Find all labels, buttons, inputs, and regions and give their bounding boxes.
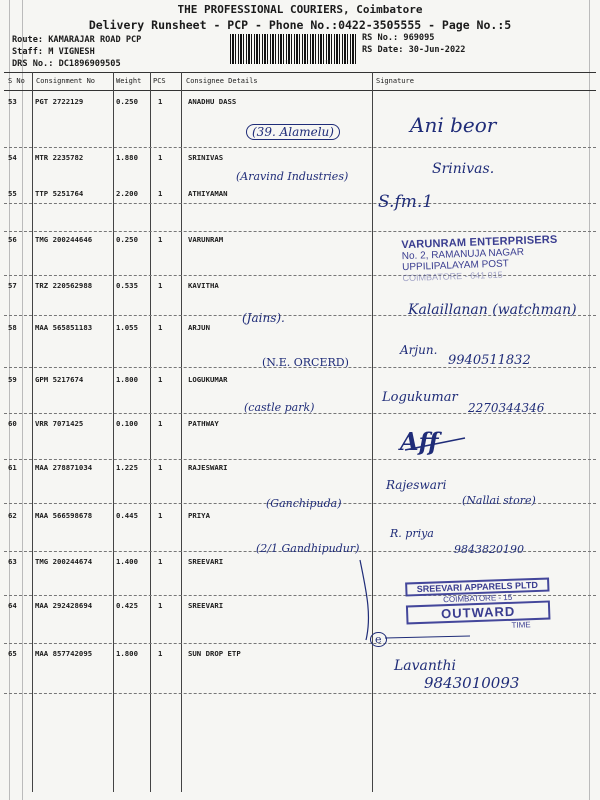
handwritten-address-note: (Aravind Industries) <box>236 170 349 183</box>
row-weight: 0.100 <box>116 419 138 428</box>
row-sno: 62 <box>8 511 17 520</box>
row-pcs: 1 <box>158 557 163 566</box>
row-consignment: PGT 2722129 <box>35 97 84 106</box>
handwritten-signature: Srinivas. <box>432 161 495 177</box>
table-header-border <box>4 90 596 91</box>
handwritten-address-note: (Jains). <box>242 311 285 325</box>
row-weight: 1.880 <box>116 153 138 162</box>
route-label: Route: KAMARAJAR ROAD PCP <box>12 35 142 45</box>
row-consignee: ANADHU DASS <box>188 97 237 106</box>
header-sno: S No <box>8 77 25 85</box>
row-weight: 1.800 <box>116 649 138 658</box>
row-pcs: 1 <box>158 649 163 658</box>
staff-label: Staff: M VIGNESH <box>12 47 95 57</box>
handwritten-address-note: (Ganchipuda) <box>266 497 342 510</box>
stamp-line: TIME <box>511 620 531 630</box>
handwritten-phone: 9843820190 <box>454 543 524 556</box>
handwritten-signature: Arjun. <box>400 343 438 357</box>
handwritten-signature: Kalaillanan (watchman) <box>408 302 577 318</box>
row-consignment: TMG 200244646 <box>35 235 93 244</box>
row-consignee: SREEVARI <box>188 601 224 610</box>
handwritten-signature: S.fm.1 <box>378 192 434 212</box>
row-consignment: MAA 278871034 <box>35 463 93 472</box>
header-signature: Signature <box>376 77 414 85</box>
barcode <box>230 34 356 64</box>
handwritten-signature: R. priya <box>390 527 434 540</box>
row-weight: 2.200 <box>116 189 138 198</box>
row-sno: 60 <box>8 419 17 428</box>
row-pcs: 1 <box>158 281 163 290</box>
handwritten-address-note: (2/1 Gandhipudur) <box>256 542 360 555</box>
row-consignee: SRINIVAS <box>188 153 224 162</box>
stamp-line: OUTWARD <box>406 600 551 624</box>
row-consignment: TRZ 220562988 <box>35 281 93 290</box>
row-sno: 55 <box>8 189 17 198</box>
stamp-line: COIMBATORE - 15 <box>443 592 513 605</box>
handwritten-address-note: (Nallai store) <box>462 494 536 507</box>
row-pcs: 1 <box>158 511 163 520</box>
stamp-line: COIMBATORE - 641 015 <box>402 269 503 284</box>
row-pcs: 1 <box>158 189 163 198</box>
handwritten-phone: 9940511832 <box>448 353 531 368</box>
row-consignment: MAA 566598678 <box>35 511 93 520</box>
row-sno: 56 <box>8 235 17 244</box>
row-weight: 0.250 <box>116 235 138 244</box>
stamp-line: VARUNRAM ENTERPRISERS <box>401 233 558 252</box>
row-consignment: TMG 200244674 <box>35 557 93 566</box>
table-row <box>0 414 600 460</box>
header-consignment: Consignment No <box>36 77 96 85</box>
row-consignment: MAA 857742095 <box>35 649 93 658</box>
handwritten-signature: Ani beor <box>410 113 497 137</box>
row-sno: 64 <box>8 601 17 610</box>
row-pcs: 1 <box>158 97 163 106</box>
row-consignee: ATHIYAMAN <box>188 189 228 198</box>
row-sno: 65 <box>8 649 17 658</box>
row-pcs: 1 <box>158 323 163 332</box>
stamp-line: SREEVARI APPARELS PLTD <box>405 578 549 597</box>
row-consignee: ARJUN <box>188 323 210 332</box>
row-consignee: PRIYA <box>188 511 210 520</box>
row-weight: 0.445 <box>116 511 138 520</box>
row-consignment: GPM 5217674 <box>35 375 84 384</box>
row-pcs: 1 <box>158 463 163 472</box>
handwritten-address-note: (N.E. ORCERD) <box>262 356 349 369</box>
row-consignee: SREEVARI <box>188 557 224 566</box>
handwritten-signature: Lavanthi <box>394 658 457 674</box>
row-pcs: 1 <box>158 601 163 610</box>
row-separator <box>4 693 596 694</box>
row-sno: 58 <box>8 323 17 332</box>
row-pcs: 1 <box>158 375 163 384</box>
handwritten-phone: 2270344346 <box>468 401 545 415</box>
stamp-line: No. 2, RAMANUJA NAGAR <box>401 246 525 263</box>
handwritten-address-note: (39. Alamelu) <box>246 124 340 140</box>
row-weight: 1.225 <box>116 463 138 472</box>
row-weight: 1.055 <box>116 323 138 332</box>
row-consignment: MTR 2235782 <box>35 153 84 162</box>
header-consignee: Consignee Details <box>186 77 258 85</box>
row-consignee: SUN DROP ETP <box>188 649 241 658</box>
row-sno: 54 <box>8 153 17 162</box>
row-weight: 1.800 <box>116 375 138 384</box>
row-consignment: VRR 7071425 <box>35 419 84 428</box>
row-consignee: LOGUKUMAR <box>188 375 228 384</box>
row-consignee: PATHWAY <box>188 419 219 428</box>
handwritten-signature: Rajeswari <box>386 478 447 492</box>
handwritten-phone: 9843010093 <box>424 674 520 692</box>
rs-number: RS No.: 969095 <box>362 33 435 43</box>
company-title: THE PROFESSIONAL COURIERS, Coimbatore <box>177 3 423 16</box>
row-weight: 1.400 <box>116 557 138 566</box>
row-consignee: RAJESWARI <box>188 463 228 472</box>
row-consignee: KAVITHA <box>188 281 219 290</box>
stamp-line: UPPILIPALAYAM POST <box>401 258 510 274</box>
row-sno: 59 <box>8 375 17 384</box>
sreevari-stamp <box>405 578 551 637</box>
row-weight: 0.250 <box>116 97 138 106</box>
row-sno: 61 <box>8 463 17 472</box>
runsheet-title: Delivery Runsheet - PCP - Phone No.:0422-3505555 - Page No.:5 <box>88 18 512 32</box>
row-sno: 53 <box>8 97 17 106</box>
handwritten-signature: Aff <box>400 427 439 456</box>
handwritten-mark: e <box>370 632 387 647</box>
row-consignment: MAA 565851183 <box>35 323 93 332</box>
row-pcs: 1 <box>158 153 163 162</box>
drs-number: DRS No.: DC1896909505 <box>12 59 121 69</box>
handwritten-signature: Logukumar <box>382 390 458 405</box>
table-top-border <box>4 72 596 73</box>
row-weight: 0.535 <box>116 281 138 290</box>
varunram-stamp <box>401 233 585 289</box>
header-pcs: PCS <box>153 77 166 85</box>
row-consignee: VARUNRAM <box>188 235 224 244</box>
row-consignment: TTP 5251764 <box>35 189 84 198</box>
row-weight: 0.425 <box>116 601 138 610</box>
handwritten-address-note: (castle park) <box>244 401 315 414</box>
row-consignment: MAA 292428694 <box>35 601 93 610</box>
rs-date: RS Date: 30-Jun-2022 <box>362 45 466 55</box>
header-weight: Weight <box>116 77 142 85</box>
row-pcs: 1 <box>158 419 163 428</box>
row-sno: 63 <box>8 557 17 566</box>
row-pcs: 1 <box>158 235 163 244</box>
table-row <box>0 184 600 232</box>
row-sno: 57 <box>8 281 17 290</box>
